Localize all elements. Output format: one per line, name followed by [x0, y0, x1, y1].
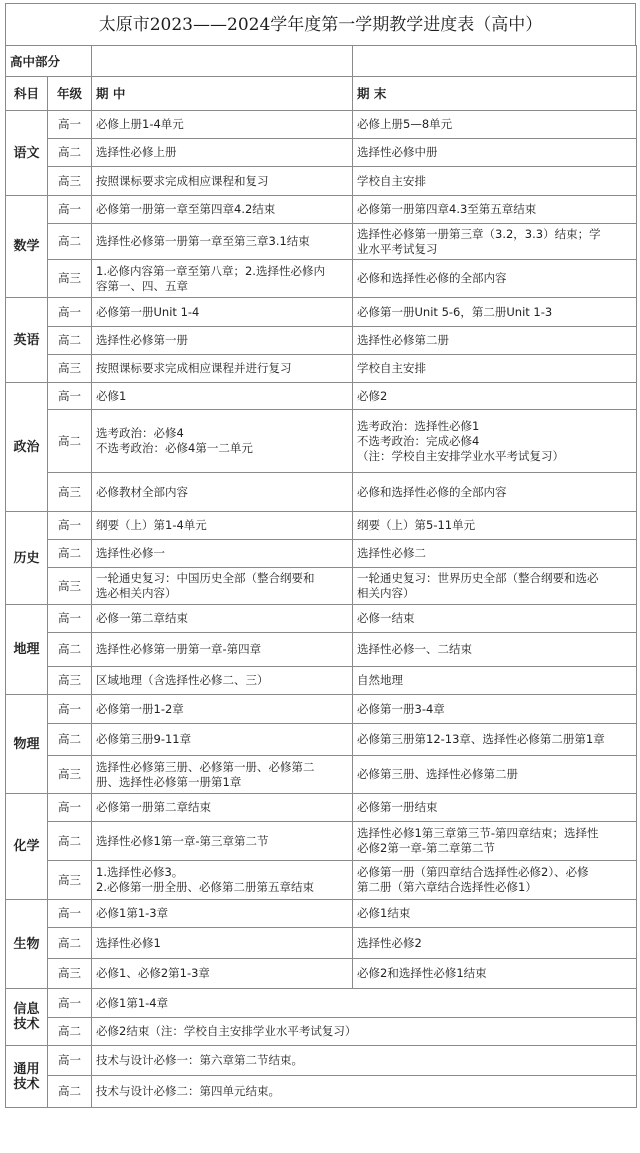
schedule-table [5, 45, 637, 1108]
grade-cell: 高二 [48, 928, 92, 959]
midterm-cell [92, 260, 353, 298]
subject-cell [6, 111, 48, 196]
cell-line: 必修和选择性必修的全部内容 [357, 271, 507, 285]
grade-cell: 高二 [48, 327, 92, 355]
cell-line: 必修第一册1-2章 [96, 701, 184, 716]
cell-line: 必修一结束 [357, 611, 415, 625]
final-cell [353, 633, 637, 667]
cell-line: 必修和选择性必修的全部内容 [357, 484, 507, 499]
schedule-body [6, 46, 637, 1108]
cell-line: 必修2结束（注：学校自主安排学业水平考试复习） [96, 1024, 357, 1038]
midterm-cell [92, 794, 353, 822]
final-cell [353, 260, 637, 298]
cell-line: 必修1 [96, 388, 127, 403]
schedule-row [6, 724, 637, 756]
final-cell [353, 861, 637, 900]
cell-line: 必修第一册第一章至第四章4.2结束 [96, 202, 276, 216]
cell-line: 选择性必修第一册第一章至第三章3.1结束 [96, 234, 310, 248]
merged-progress-cell [92, 1046, 637, 1076]
header-midterm: 期 中 [92, 77, 353, 111]
grade-cell: 高三 [48, 568, 92, 605]
cell-line: 选择性必修二 [357, 546, 427, 560]
grade-cell: 高一 [48, 298, 92, 327]
grade-cell: 高一 [48, 512, 92, 540]
final-cell [353, 959, 637, 989]
final-cell [353, 605, 637, 633]
grade-cell: 高三 [48, 667, 92, 695]
subject-cell [6, 989, 48, 1046]
cell-line: 必修第三册9-11章 [96, 732, 192, 746]
midterm-cell [92, 756, 353, 794]
cell-line: 必修第一册结束 [357, 800, 438, 814]
cell-line: 必修第三册、选择性必修第二册 [357, 767, 519, 781]
cell-line: 必修2 [357, 388, 388, 403]
cell-line: 选必相关内容） [96, 586, 177, 600]
midterm-cell [92, 928, 353, 959]
cell-line: 技术与设计必修一：第六章第二节结束。 [96, 1053, 304, 1067]
cell-line: 英语 [13, 332, 40, 348]
final-cell [353, 756, 637, 794]
cell-line: 选择性必修一 [96, 546, 166, 560]
midterm-cell [92, 900, 353, 928]
midterm-cell [92, 512, 353, 540]
page-title: 太原市2023——2024学年度第一学期教学进度表（高中） [5, 3, 636, 45]
cell-line: 容第一、四、五章 [96, 278, 189, 293]
grade-cell: 高二 [48, 633, 92, 667]
cell-line: 技术 [13, 1076, 40, 1092]
midterm-cell [92, 383, 353, 410]
schedule-row [6, 540, 637, 568]
grade-cell: 高三 [48, 861, 92, 900]
final-cell [353, 410, 637, 473]
cell-line: 选择性必修1第三章第三节-第四章结束；选择性 [357, 826, 599, 840]
final-cell [353, 900, 637, 928]
cell-line: 信息 [13, 1002, 40, 1017]
final-cell [353, 111, 637, 139]
midterm-cell [92, 540, 353, 568]
grade-cell: 高二 [48, 139, 92, 167]
grade-cell: 高一 [48, 111, 92, 139]
header-final: 期 末 [353, 77, 637, 111]
midterm-cell [92, 355, 353, 383]
cell-line: 必修上册5—8单元 [357, 117, 453, 131]
cell-line: 不选考政治：必修4第一二单元 [96, 441, 253, 455]
final-cell [353, 794, 637, 822]
grade-cell: 高二 [48, 724, 92, 756]
schedule-row [6, 900, 637, 928]
cell-line: 选择性必修第三册、必修第一册、必修第二 [96, 759, 315, 774]
grade-cell: 高一 [48, 1046, 92, 1076]
cell-line: 必修一第二章结束 [96, 611, 189, 625]
subject-cell [6, 512, 48, 605]
cell-line: 1.必修内容第一章至第八章；2.选择性必修内 [96, 263, 325, 278]
cell-line: 1.选择性必修3。 [96, 865, 184, 879]
grade-cell: 高三 [48, 355, 92, 383]
cell-line: 2.必修第一册全册、必修第二册第五章结束 [96, 880, 314, 894]
cell-line: （注：学校自主安排学业水平考试复习） [357, 448, 565, 463]
cell-line: 必修上册1-4单元 [96, 117, 184, 131]
schedule-row [6, 298, 637, 327]
midterm-cell [92, 568, 353, 605]
schedule-row [6, 327, 637, 355]
cell-line: 学校自主安排 [357, 361, 427, 375]
schedule-row [6, 410, 637, 473]
schedule-row [6, 1076, 637, 1108]
grade-cell: 高二 [48, 224, 92, 260]
merged-progress-cell [92, 1076, 637, 1108]
midterm-cell [92, 196, 353, 224]
grade-cell: 高三 [48, 260, 92, 298]
subject-cell [6, 605, 48, 695]
cell-line: 选择性必修第一册 [96, 333, 189, 347]
cell-line: 自然地理 [357, 673, 404, 687]
final-cell [353, 512, 637, 540]
final-cell [353, 139, 637, 167]
final-cell [353, 298, 637, 327]
schedule-row [6, 260, 637, 298]
cell-line: 必修2第一章-第二章第二节 [357, 841, 495, 855]
cell-line: 按照课标要求完成相应课程并进行复习 [96, 361, 292, 375]
midterm-cell [92, 861, 353, 900]
schedule-row [6, 959, 637, 989]
midterm-cell [92, 298, 353, 327]
schedule-row [6, 989, 637, 1018]
merged-progress-cell [92, 989, 637, 1018]
schedule-row [6, 111, 637, 139]
grade-cell: 高一 [48, 695, 92, 724]
final-cell [353, 724, 637, 756]
cell-line: 化学 [13, 839, 40, 854]
cell-line: 技术与设计必修二：第四单元结束。 [96, 1084, 281, 1098]
grade-cell: 高一 [48, 989, 92, 1018]
grade-cell: 高一 [48, 794, 92, 822]
header-subject: 科目 [6, 77, 48, 111]
section-label: 高中部分 [6, 46, 92, 77]
cell-line: 必修第三册第12-13章、选择性必修第二册第1章 [357, 732, 605, 746]
cell-line: 选考政治：选择性必修1 [357, 418, 480, 433]
section-blank-cell [92, 46, 353, 77]
midterm-cell [92, 822, 353, 861]
midterm-cell [92, 473, 353, 512]
midterm-cell [92, 111, 353, 139]
midterm-cell [92, 695, 353, 724]
cell-line: 必修2和选择性必修1结束 [357, 966, 487, 980]
schedule-row [6, 822, 637, 861]
grade-cell: 高二 [48, 410, 92, 473]
schedule-row [6, 1018, 637, 1046]
grade-cell: 高二 [48, 1018, 92, 1046]
schedule-row [6, 633, 637, 667]
final-cell [353, 822, 637, 861]
section-blank-cell [353, 46, 637, 77]
midterm-cell [92, 139, 353, 167]
cell-line: 选择性必修中册 [357, 145, 438, 159]
cell-line: 必修第一册第四章4.3至第五章结束 [357, 202, 537, 216]
subject-cell [6, 383, 48, 512]
cell-line: 必修第一册（第四章结合选择性必修2）、必修 [357, 865, 589, 879]
cell-line: 必修1结束 [357, 906, 411, 920]
cell-line: 技术 [13, 1017, 40, 1032]
grade-cell: 高三 [48, 473, 92, 512]
cell-line: 必修第一册Unit 5-6，第二册Unit 1-3 [357, 304, 553, 319]
cell-line: 纲要（上）第1-4单元 [96, 518, 207, 532]
cell-line: 选择性必修第一册第三章（3.2，3.3）结束；学 [357, 226, 601, 241]
merged-progress-cell [92, 1018, 637, 1046]
cell-line: 必修教材全部内容 [96, 484, 189, 499]
schedule-row [6, 512, 637, 540]
schedule-row [6, 667, 637, 695]
schedule-row [6, 196, 637, 224]
cell-line: 必修1、必修2第1-3章 [96, 966, 210, 980]
cell-line: 第二册（第六章结合选择性必修1） [357, 880, 537, 894]
cell-line: 政治 [13, 439, 40, 455]
grade-cell: 高一 [48, 605, 92, 633]
midterm-cell [92, 724, 353, 756]
grade-cell: 高三 [48, 167, 92, 196]
cell-line: 语文 [13, 145, 40, 161]
final-cell [353, 667, 637, 695]
cell-line: 历史 [13, 550, 40, 566]
final-cell [353, 540, 637, 568]
schedule-row [6, 383, 637, 410]
subject-cell [6, 900, 48, 989]
cell-line: 物理 [13, 736, 40, 752]
final-cell [353, 355, 637, 383]
header-grade: 年级 [48, 77, 92, 111]
schedule-row [6, 473, 637, 512]
cell-line: 选择性必修第二册 [357, 333, 450, 347]
schedule-row [6, 139, 637, 167]
cell-line: 通用 [13, 1061, 40, 1077]
final-cell [353, 327, 637, 355]
midterm-cell [92, 224, 353, 260]
cell-line: 必修第一册3-4章 [357, 701, 445, 716]
subject-cell [6, 196, 48, 298]
grade-cell: 高三 [48, 756, 92, 794]
cell-line: 必修第一册Unit 1-4 [96, 304, 200, 319]
schedule-row [6, 224, 637, 260]
grade-cell: 高三 [48, 959, 92, 989]
schedule-row [6, 928, 637, 959]
cell-line: 生物 [13, 936, 40, 952]
subject-cell [6, 298, 48, 383]
midterm-cell [92, 667, 353, 695]
subject-cell [6, 695, 48, 794]
midterm-cell [92, 327, 353, 355]
cell-line: 选择性必修2 [357, 935, 422, 950]
cell-line: 相关内容） [357, 586, 415, 600]
final-cell [353, 383, 637, 410]
midterm-cell [92, 167, 353, 196]
schedule-row [6, 756, 637, 794]
header-row [6, 77, 637, 111]
grade-cell: 高二 [48, 1076, 92, 1108]
cell-line: 按照课标要求完成相应课程和复习 [96, 173, 269, 188]
cell-line: 必修1第1-4章 [96, 995, 169, 1010]
schedule-row [6, 1046, 637, 1076]
midterm-cell [92, 959, 353, 989]
cell-line: 选择性必修1 [96, 935, 161, 950]
cell-line: 选择性必修第一册第一章-第四章 [96, 642, 262, 656]
final-cell [353, 224, 637, 260]
schedule-row [6, 861, 637, 900]
grade-cell: 高一 [48, 900, 92, 928]
final-cell [353, 695, 637, 724]
schedule-row [6, 695, 637, 724]
grade-cell: 高二 [48, 540, 92, 568]
schedule-row [6, 167, 637, 196]
cell-line: 区域地理（含选择性必修二、三） [96, 673, 269, 687]
cell-line: 册、选择性必修第一册第1章 [96, 774, 242, 789]
cell-line: 必修第一册第二章结束 [96, 800, 212, 814]
schedule-row [6, 794, 637, 822]
subject-cell [6, 1046, 48, 1108]
cell-line: 一轮通史复习：中国历史全部（整合纲要和 [96, 571, 315, 585]
cell-line: 选择性必修1第一章-第三章第二节 [96, 833, 269, 848]
final-cell [353, 473, 637, 512]
midterm-cell [92, 633, 353, 667]
cell-line: 学校自主安排 [357, 173, 427, 188]
cell-line: 地理 [13, 642, 40, 657]
cell-line: 选择性必修上册 [96, 145, 177, 159]
midterm-cell [92, 410, 353, 473]
grade-cell: 高二 [48, 822, 92, 861]
schedule-row [6, 568, 637, 605]
cell-line: 数学 [13, 239, 40, 254]
grade-cell: 高一 [48, 196, 92, 224]
final-cell [353, 568, 637, 605]
cell-line: 选考政治：必修4 [96, 426, 184, 440]
schedule-row [6, 605, 637, 633]
final-cell [353, 196, 637, 224]
midterm-cell [92, 605, 353, 633]
cell-line: 选择性必修一、二结束 [357, 642, 473, 656]
final-cell [353, 928, 637, 959]
subject-cell [6, 794, 48, 900]
cell-line: 纲要（上）第5-11单元 [357, 518, 476, 532]
section-row [6, 46, 637, 77]
schedule-row [6, 355, 637, 383]
cell-line: 一轮通史复习：世界历史全部（整合纲要和选必 [357, 571, 599, 585]
cell-line: 必修1第1-3章 [96, 906, 169, 920]
final-cell [353, 167, 637, 196]
cell-line: 业水平考试复习 [357, 241, 438, 256]
grade-cell: 高一 [48, 383, 92, 410]
cell-line: 不选考政治：完成必修4 [357, 433, 480, 448]
